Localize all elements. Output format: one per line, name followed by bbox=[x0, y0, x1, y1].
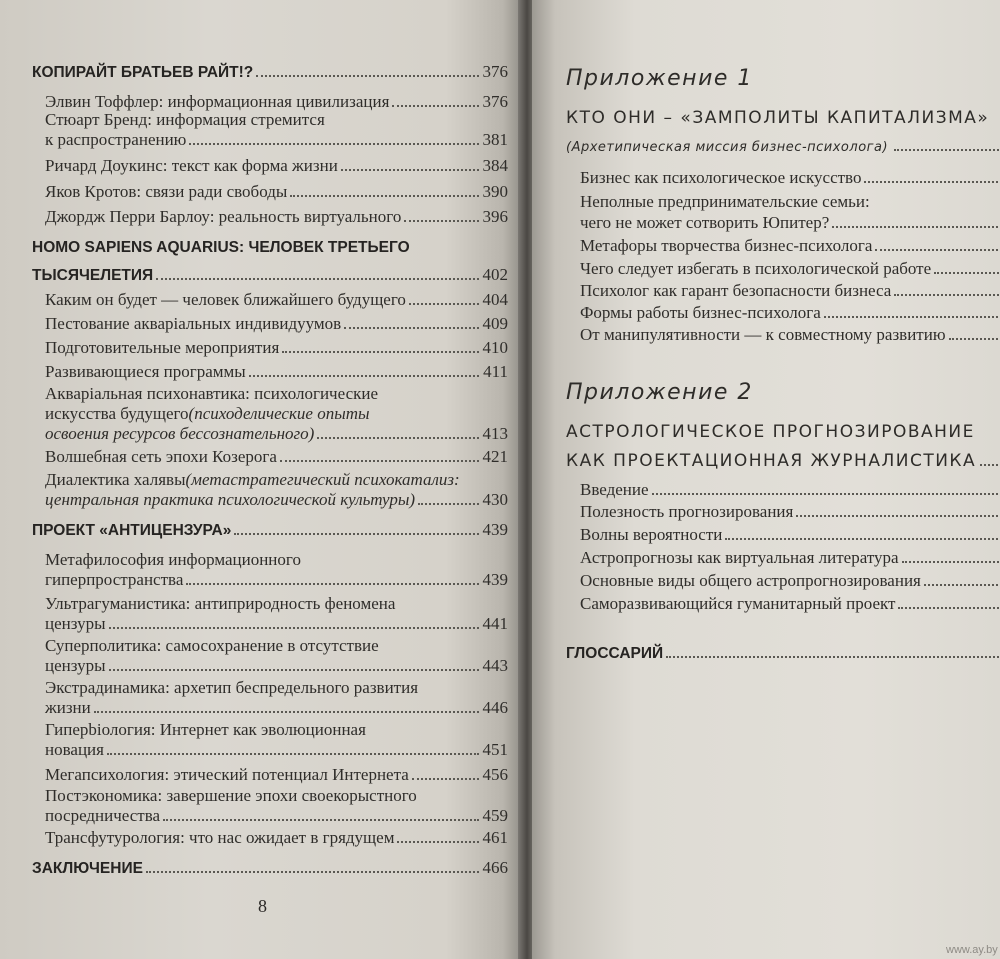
toc-entry bbox=[45, 550, 508, 590]
toc-line bbox=[45, 720, 508, 740]
entry-title: к распространению bbox=[45, 130, 187, 149]
entry-title: новация bbox=[45, 740, 104, 759]
toc-entry bbox=[45, 636, 508, 676]
page-number: 451 bbox=[482, 740, 508, 759]
toc-section bbox=[32, 238, 508, 286]
dot-leader bbox=[824, 316, 1000, 318]
toc-line bbox=[45, 338, 508, 358]
appendix-entry-title: Бизнес как психологическое искусство bbox=[580, 168, 862, 187]
watermark: www.ay.by bbox=[946, 944, 998, 956]
dot-leader bbox=[282, 351, 478, 353]
toc-entry bbox=[45, 470, 508, 510]
section-title: ПРОЕКТ «АНТИЦЕНЗУРА» bbox=[32, 522, 232, 539]
toc-line bbox=[45, 490, 508, 510]
toc-line bbox=[45, 182, 508, 202]
entry-title: искусства будущего bbox=[45, 404, 189, 423]
toc-entry bbox=[45, 384, 508, 444]
entry-title: Элвин Тоффлер: информационная цивилизация bbox=[45, 92, 390, 111]
entry-note: (метастратегический психокатализ: bbox=[185, 470, 460, 489]
dot-leader bbox=[280, 460, 479, 462]
toc-entry bbox=[45, 678, 508, 718]
entry-title: Ультрагуманистика: антиприродность феномена bbox=[45, 594, 396, 613]
appendix-entry bbox=[580, 502, 1000, 522]
entry-note: центральная практика психологической культуры) bbox=[45, 490, 416, 509]
page-number: 439 bbox=[482, 570, 508, 589]
entry-title: Суперполитика: самосохранение в отсутствие bbox=[45, 636, 379, 655]
toc-line bbox=[45, 207, 508, 227]
dot-leader bbox=[234, 533, 478, 535]
page-number: 376 bbox=[482, 92, 508, 111]
appendix-line bbox=[580, 525, 1000, 545]
page-number: 404 bbox=[482, 290, 508, 309]
toc-line bbox=[45, 806, 508, 826]
entry-title: Постэкономика: завершение эпохи своекорыстного bbox=[45, 786, 417, 805]
page-number: 456 bbox=[482, 765, 508, 784]
page-number: 390 bbox=[482, 182, 508, 201]
page-number: 459 bbox=[482, 806, 508, 825]
page-number: 411 bbox=[483, 362, 508, 381]
appendix-entry-title: Формы работы бизнес-психолога bbox=[580, 303, 821, 322]
toc-line bbox=[45, 828, 508, 848]
toc-section bbox=[32, 62, 508, 83]
toc-line bbox=[45, 92, 508, 112]
appendix-entry-title: От манипулятивности — к совместному развитию bbox=[580, 325, 946, 344]
toc-entry bbox=[45, 447, 508, 467]
appendix-entry-title: Основные виды общего астропрогнозирования bbox=[580, 571, 921, 590]
appendix-2-heading-line1: АСТРОЛОГИЧЕСКОЕ ПРОГНОЗИРОВАНИЕ bbox=[566, 422, 975, 442]
toc-line bbox=[32, 238, 508, 258]
entry-title: цензуры bbox=[45, 656, 106, 675]
dot-leader bbox=[418, 503, 478, 505]
toc-line bbox=[45, 290, 508, 310]
entry-title: Каким он будет — человек ближайшего будущего bbox=[45, 290, 406, 309]
appendix-entry-title: Метафоры творчества бизнес-психолога bbox=[580, 236, 873, 255]
appendix-entry bbox=[580, 303, 1000, 323]
entry-title: Яков Кротов: связи ради свободы bbox=[45, 182, 288, 201]
dot-leader bbox=[898, 607, 1000, 609]
appendix-entry bbox=[580, 259, 1000, 279]
toc-entry bbox=[45, 362, 508, 382]
appendix-line bbox=[580, 303, 1000, 323]
toc-line bbox=[45, 636, 508, 656]
page-number: 409 bbox=[482, 314, 508, 333]
dot-leader bbox=[796, 515, 1000, 517]
toc-entry bbox=[45, 314, 508, 334]
entry-title: Мегапсихология: этический потенциал Интернета bbox=[45, 765, 409, 784]
appendix-entry-title: Неполные предпринимательские семьи: bbox=[580, 192, 870, 211]
appendix-entry-title: Астропрогнозы как виртуальная литература bbox=[580, 548, 899, 567]
entry-title: Гиперbiология: Интернет как эволюционная bbox=[45, 720, 366, 739]
toc-entry bbox=[45, 786, 508, 826]
entry-title: Метафилософия информационного bbox=[45, 550, 301, 569]
appendix-line bbox=[580, 571, 1000, 591]
toc-entry bbox=[45, 207, 508, 227]
page-number: 381 bbox=[482, 130, 508, 149]
entry-title: Диалектика халявы bbox=[45, 470, 186, 489]
dot-leader bbox=[404, 220, 478, 222]
dot-leader bbox=[409, 303, 479, 305]
entry-title: жизни bbox=[45, 698, 91, 717]
dot-leader bbox=[652, 493, 1000, 495]
toc-line bbox=[45, 156, 508, 176]
appendix-entry-title: Чего следует избегать в психологической работе bbox=[580, 259, 932, 278]
glossary-title: ГЛОССАРИЙ bbox=[566, 645, 664, 662]
page-number: 421 bbox=[482, 447, 508, 466]
appendix-2-heading-line2-text: КАК ПРОЕКТАЦИОННАЯ ЖУРНАЛИСТИКА bbox=[566, 451, 977, 471]
entry-title: цензуры bbox=[45, 614, 106, 633]
appendix-entry-title: чего не может сотворить Юпитер? bbox=[580, 213, 830, 232]
appendix-line bbox=[580, 548, 1000, 568]
section-title: HOMO SAPIENS AQUARIUS: ЧЕЛОВЕК ТРЕТЬЕГО bbox=[32, 239, 410, 256]
toc-line bbox=[45, 362, 508, 382]
appendix-2-title: Приложение 2 bbox=[566, 380, 753, 405]
appendix-entry bbox=[580, 213, 1000, 233]
page-number: 439 bbox=[482, 520, 508, 539]
toc-entry bbox=[45, 156, 508, 176]
dot-leader bbox=[392, 105, 478, 107]
section-title: ЗАКЛЮЧЕНИЕ bbox=[32, 860, 143, 877]
appendix-entry bbox=[580, 281, 1000, 301]
appendix-entry-title: Полезность прогнозирования bbox=[580, 502, 794, 521]
page-number: 430 bbox=[482, 490, 508, 509]
glossary-entry bbox=[566, 644, 1000, 664]
toc-line bbox=[45, 550, 508, 570]
dot-leader bbox=[163, 819, 478, 821]
toc-entry bbox=[45, 828, 508, 848]
toc-line bbox=[45, 614, 508, 634]
appendix-entry-title: Введение bbox=[580, 480, 649, 499]
dot-leader bbox=[875, 249, 1000, 251]
dot-leader bbox=[725, 538, 1000, 540]
dot-leader bbox=[397, 841, 478, 843]
toc-entry bbox=[45, 92, 508, 112]
dot-leader bbox=[924, 584, 1000, 586]
dot-leader bbox=[107, 753, 479, 755]
toc-entry bbox=[45, 338, 508, 358]
entry-title: Трансфутурология: что нас ожидает в грядущем bbox=[45, 828, 395, 847]
appendix-entry bbox=[580, 325, 1000, 345]
appendix-line bbox=[580, 480, 1000, 500]
dot-leader bbox=[109, 669, 479, 671]
dot-leader bbox=[902, 561, 1000, 563]
dot-leader bbox=[344, 327, 478, 329]
dot-leader bbox=[249, 375, 479, 377]
appendix-1-heading: КТО ОНИ – «ЗАМПОЛИТЫ КАПИТАЛИЗМА» bbox=[566, 108, 990, 128]
appendix-entry bbox=[580, 571, 1000, 591]
page-number: 376 bbox=[482, 62, 508, 81]
toc-line bbox=[32, 520, 508, 541]
dot-leader bbox=[949, 338, 1000, 340]
dot-leader bbox=[341, 169, 479, 171]
page-number: 396 bbox=[482, 207, 508, 226]
dot-leader bbox=[317, 437, 478, 439]
appendix-entry bbox=[580, 548, 1000, 568]
appendix-line bbox=[580, 259, 1000, 279]
toc-line bbox=[32, 858, 508, 879]
appendix-line bbox=[580, 281, 1000, 301]
toc-entry bbox=[45, 765, 508, 785]
toc-entry bbox=[45, 290, 508, 310]
dot-leader bbox=[894, 294, 1000, 296]
toc-line bbox=[45, 130, 508, 150]
page-number: 441 bbox=[482, 614, 508, 633]
appendix-line bbox=[580, 502, 1000, 522]
appendix-entry bbox=[580, 168, 1000, 188]
toc-line bbox=[45, 740, 508, 760]
dot-leader bbox=[412, 778, 479, 780]
appendix-entry-title: Саморазвивающийся гуманитарный проект bbox=[580, 594, 896, 613]
entry-note: (психоделические опыты bbox=[188, 404, 370, 423]
toc-line bbox=[45, 110, 508, 130]
toc-section bbox=[32, 858, 508, 879]
appendix-entry-title: Психолог как гарант безопасности бизнеса bbox=[580, 281, 892, 300]
dot-leader bbox=[290, 195, 478, 197]
page-number: 461 bbox=[482, 828, 508, 847]
page-number: 384 bbox=[482, 156, 508, 175]
toc-line bbox=[45, 424, 508, 444]
entry-title: Подготовительные мероприятия bbox=[45, 338, 280, 357]
page-number: 446 bbox=[482, 698, 508, 717]
toc-entry bbox=[45, 182, 508, 202]
appendix-line bbox=[580, 168, 1000, 188]
dot-leader bbox=[832, 226, 1000, 228]
entry-title: Стюарт Бренд: информация стремится bbox=[45, 110, 325, 129]
page-number: 443 bbox=[482, 656, 508, 675]
page-number: 466 bbox=[482, 858, 508, 877]
appendix-entry bbox=[580, 236, 1000, 256]
page-number: 413 bbox=[482, 424, 508, 443]
appendix-1-title: Приложение 1 bbox=[566, 66, 753, 91]
appendix-line bbox=[580, 594, 1000, 614]
toc-line bbox=[45, 765, 508, 785]
appendix-entry bbox=[580, 192, 1000, 212]
dot-leader bbox=[189, 143, 478, 145]
toc-entry bbox=[45, 110, 508, 150]
page-number: 410 bbox=[482, 338, 508, 357]
toc-line bbox=[45, 314, 508, 334]
toc-entry bbox=[45, 594, 508, 634]
dot-leader bbox=[256, 75, 478, 77]
page-number: 402 bbox=[482, 265, 508, 284]
toc-line bbox=[32, 265, 508, 286]
appendix-entry-title: Волны вероятности bbox=[580, 525, 723, 544]
entry-title: Ричард Доукинс: текст как форма жизни bbox=[45, 156, 338, 175]
appendix-1-note bbox=[566, 140, 1000, 155]
toc-line bbox=[45, 570, 508, 590]
toc-line bbox=[45, 698, 508, 718]
dot-leader bbox=[156, 278, 478, 280]
entry-title: Волшебная сеть эпохи Козерога bbox=[45, 447, 277, 466]
appendix-line bbox=[580, 213, 1000, 233]
entry-title: Джордж Перри Барлоу: реальность виртуального bbox=[45, 207, 402, 226]
toc-section bbox=[32, 520, 508, 541]
toc-line bbox=[45, 678, 508, 698]
section-title: ТЫСЯЧЕЛЕТИЯ bbox=[32, 267, 154, 284]
appendix-line bbox=[580, 325, 1000, 345]
toc-line bbox=[45, 470, 508, 490]
entry-title: Экстрадинамика: архетип беспредельного развития bbox=[45, 678, 419, 697]
dot-leader bbox=[94, 711, 479, 713]
appendix-line bbox=[580, 236, 1000, 256]
page-number-footer: 8 bbox=[258, 896, 267, 916]
entry-title: Пестование акваріальных индивидуумов bbox=[45, 314, 342, 333]
entry-title: гиперпространства bbox=[45, 570, 184, 589]
appendix-line bbox=[580, 192, 1000, 212]
dot-leader bbox=[109, 627, 479, 629]
entry-title: Акваріальная психонавтика: психологические bbox=[45, 384, 379, 403]
entry-title: посредничества bbox=[45, 806, 161, 825]
appendix-1-note-text: (Архетипическая миссия бизнес-психолога) bbox=[566, 140, 889, 155]
toc-line bbox=[45, 404, 508, 424]
appendix-entry bbox=[580, 480, 1000, 500]
appendix-entry bbox=[580, 594, 1000, 614]
dot-leader bbox=[146, 871, 479, 873]
toc-line bbox=[45, 656, 508, 676]
toc-line bbox=[45, 447, 508, 467]
entry-note: освоения ресурсов бессознательного) bbox=[45, 424, 315, 443]
toc-line bbox=[45, 786, 508, 806]
dot-leader bbox=[934, 272, 1000, 274]
right-page bbox=[532, 0, 1000, 959]
toc-line bbox=[32, 62, 508, 83]
appendix-entry bbox=[580, 525, 1000, 545]
entry-title: Развивающиеся программы bbox=[45, 362, 246, 381]
section-title: КОПИРАЙТ БРАТЬЕВ РАЙТ!? bbox=[32, 64, 254, 81]
appendix-2-heading-line2 bbox=[566, 451, 1000, 471]
dot-leader bbox=[864, 181, 1000, 183]
dot-leader bbox=[186, 583, 478, 585]
toc-line bbox=[45, 594, 508, 614]
toc-entry bbox=[45, 720, 508, 760]
toc-line bbox=[45, 384, 508, 404]
